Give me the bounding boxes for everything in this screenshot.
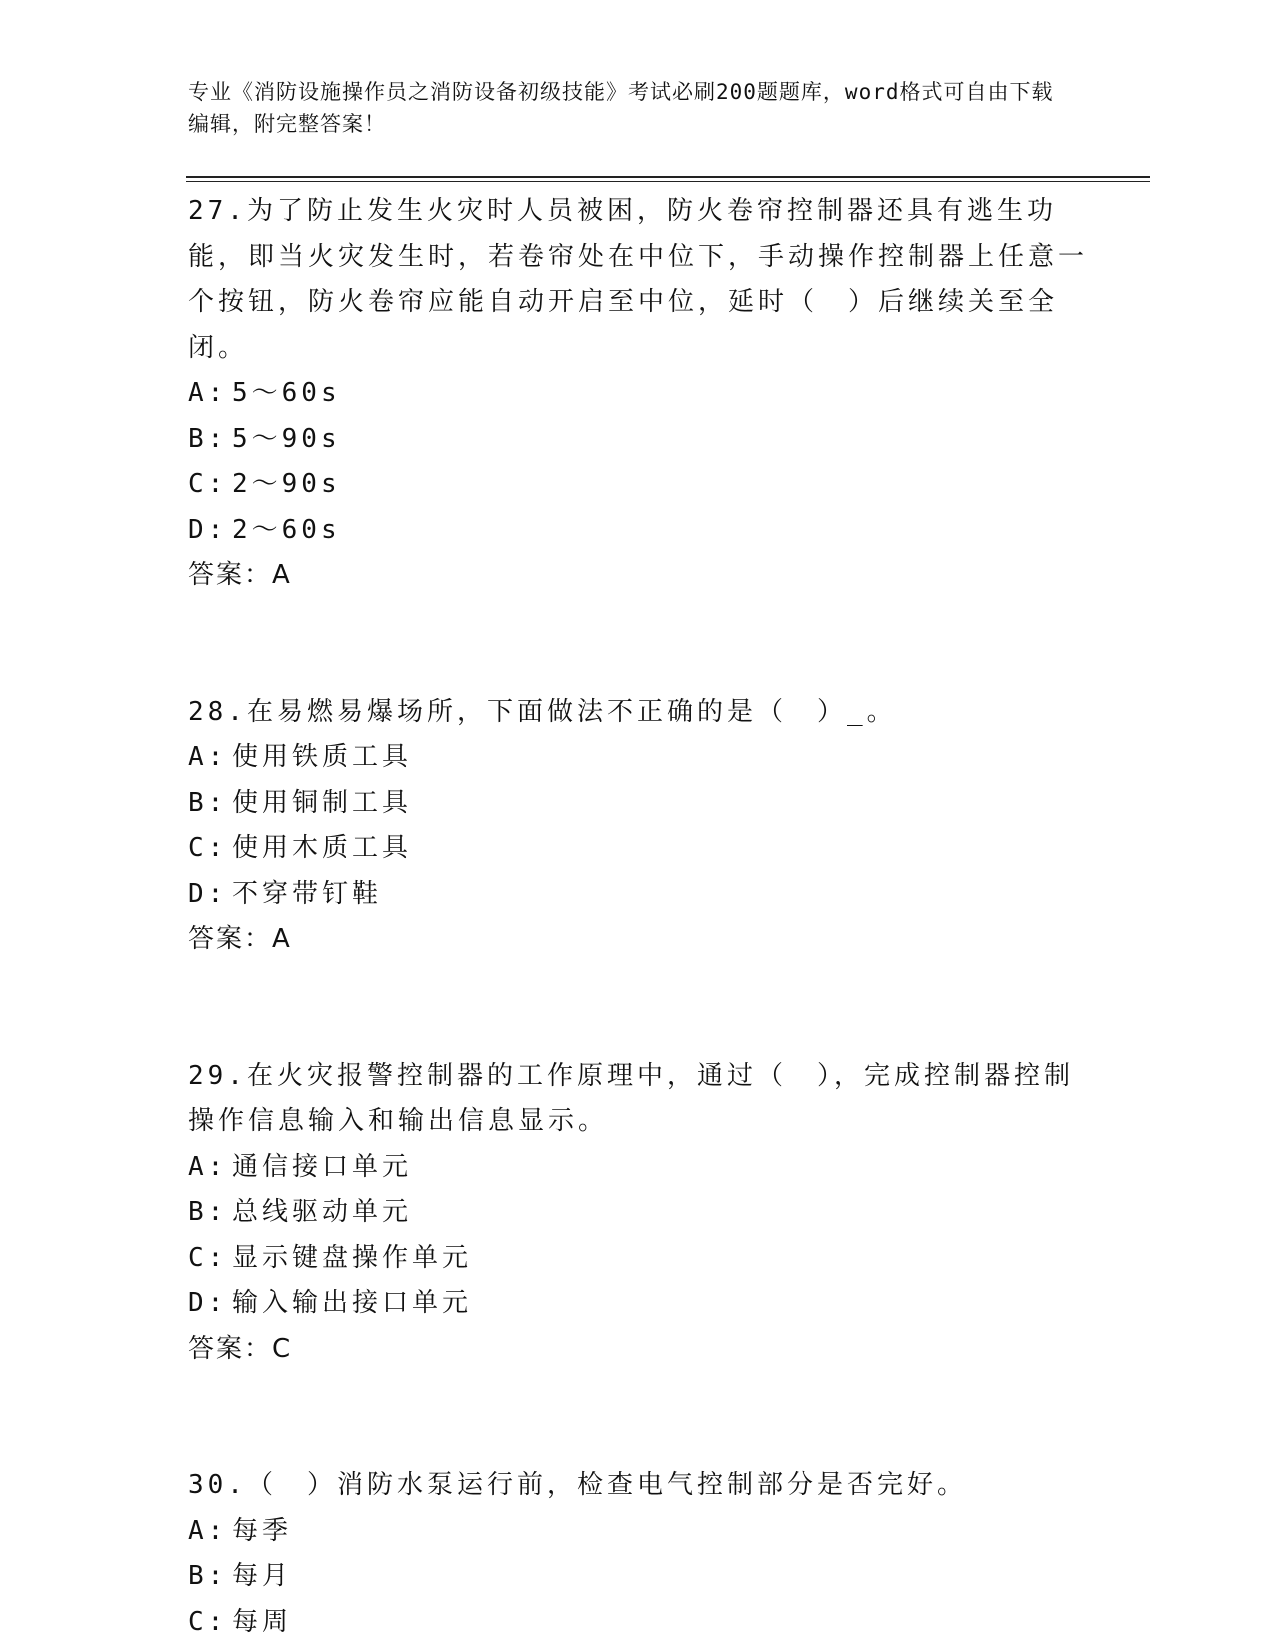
option-text: 使用木质工具 — [232, 833, 413, 863]
option-a — [188, 371, 1088, 417]
option-label: D: — [188, 514, 228, 545]
option-label: C: — [188, 469, 228, 499]
option-text: 2～90s — [232, 469, 341, 499]
question-stem: 28.在易燃易爆场所，下面做法不正确的是（ ）_。 — [188, 696, 897, 727]
header-rule-thick — [186, 176, 1150, 178]
option-b — [188, 417, 1088, 463]
option-b — [188, 1190, 1088, 1236]
option-label: A: — [188, 378, 228, 408]
question-stem: 29.在火灾报警控制器的工作原理中，通过（ ），完成控制器控制操作信息输入和输出信息显示。 — [188, 1060, 1074, 1136]
answer-line: 答案：A — [188, 560, 292, 590]
option-text: 输入输出接口单元 — [232, 1288, 473, 1318]
question-28 — [188, 690, 1088, 963]
option-label: B: — [188, 787, 228, 818]
option-text: 每周 — [232, 1606, 293, 1637]
question-29 — [188, 1054, 1088, 1373]
option-label: C: — [188, 1606, 228, 1637]
header-title: 专业《消防设施操作员之消防设备初级技能》考试必刷200题题库，word格式可自由下载编辑，附完整答案！ — [188, 80, 1054, 136]
option-text: 使用铜制工具 — [232, 787, 413, 818]
option-text: 每季 — [232, 1515, 293, 1546]
option-c — [188, 1236, 1088, 1282]
option-b — [188, 781, 1088, 827]
option-text: 通信接口单元 — [232, 1151, 413, 1182]
option-text: 不穿带钉鞋 — [232, 878, 383, 909]
option-text: 2～60s — [232, 514, 341, 545]
option-d — [188, 1281, 1088, 1327]
question-stem: 27.为了防止发生火灾时人员被困，防火卷帘控制器还具有逃生功能，即当火灾发生时，若卷帘处在中位下，手动操作控制器上任意一个按钮，防火卷帘应能自动开启至中位，延时（ ）后继续关至全闭。 — [188, 196, 1089, 363]
option-text: 使用铁质工具 — [232, 742, 413, 772]
answer-line: 答案：A — [188, 924, 292, 954]
option-c — [188, 462, 1088, 508]
option-label: C: — [188, 833, 228, 863]
answer-line: 答案：C — [188, 1333, 293, 1364]
question-gap — [188, 599, 1088, 690]
option-label: C: — [188, 1242, 228, 1273]
option-a — [188, 1145, 1088, 1191]
question-list — [188, 189, 1088, 1645]
option-c — [188, 826, 1088, 872]
option-label: A: — [188, 1515, 228, 1546]
question-stem: 30.（ ）消防水泵运行前，检查电气控制部分是否完好。 — [188, 1470, 967, 1500]
option-label: B: — [188, 1561, 228, 1591]
question-30 — [188, 1463, 1088, 1645]
option-label: B: — [188, 1197, 228, 1227]
option-label: A: — [188, 1151, 228, 1182]
option-b — [188, 1554, 1088, 1600]
option-text: 总线驱动单元 — [232, 1197, 413, 1227]
option-text: 5～60s — [232, 378, 341, 408]
option-text: 每月 — [232, 1561, 293, 1591]
option-text: 显示键盘操作单元 — [232, 1242, 473, 1273]
question-gap — [188, 1372, 1088, 1463]
option-label: D: — [188, 1288, 228, 1318]
header-rule-thin — [186, 181, 1150, 182]
option-d — [188, 508, 1088, 554]
option-label: B: — [188, 423, 228, 454]
option-label: D: — [188, 878, 228, 909]
option-a — [188, 735, 1088, 781]
option-text: 5～90s — [232, 423, 341, 454]
option-c — [188, 1600, 1088, 1646]
option-d — [188, 872, 1088, 918]
option-a — [188, 1509, 1088, 1555]
option-label: A: — [188, 742, 228, 772]
question-27 — [188, 189, 1088, 599]
question-gap — [188, 963, 1088, 1054]
document-header — [188, 76, 1068, 140]
